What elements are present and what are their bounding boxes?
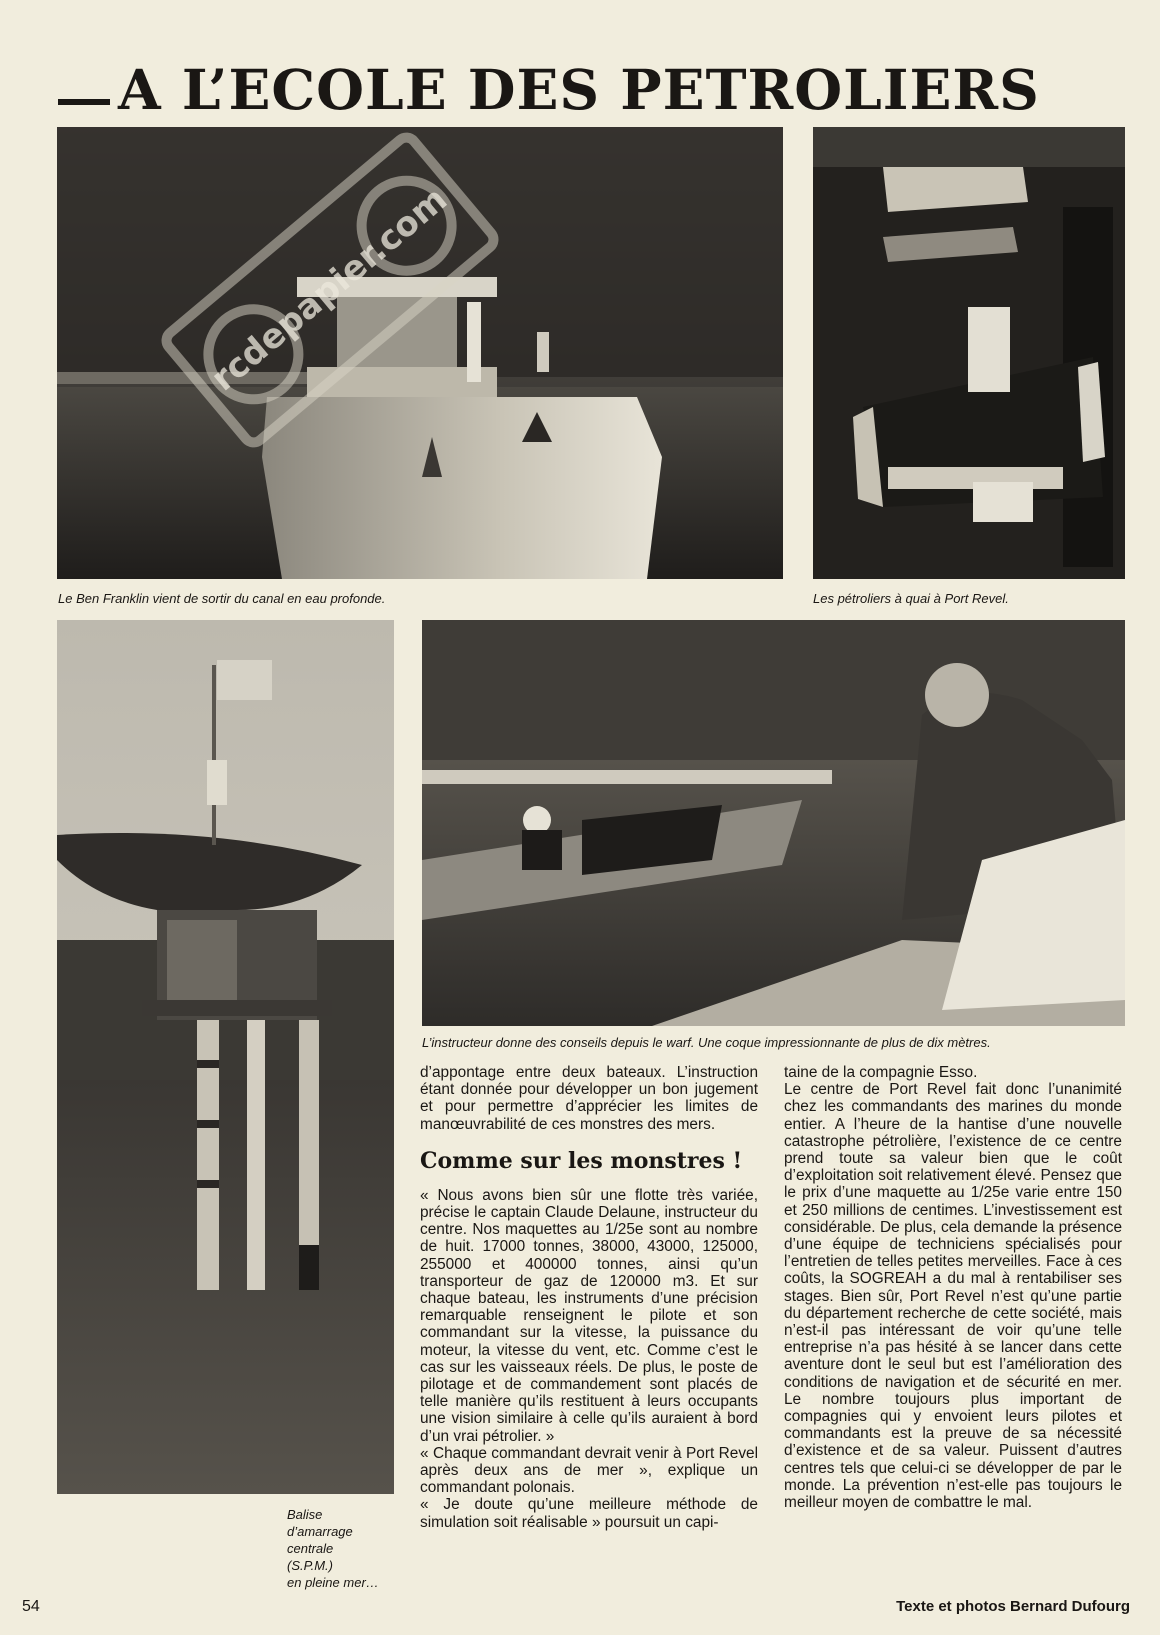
caption-ben-franklin: Le Ben Franklin vient de sortir du canal en eau profonde. — [58, 591, 386, 606]
caption-balise-spm — [287, 1506, 379, 1591]
caption-balise-line-2: d’amarrage — [287, 1524, 353, 1539]
paragraph-esso: taine de la compagnie Esso. — [784, 1064, 978, 1081]
watermark-stamp — [140, 100, 520, 480]
photo-petroliers-quai — [813, 127, 1125, 579]
title-dash — [58, 99, 110, 105]
paragraph-commandant-polonais: « Chaque commandant devrait venir à Port Revel après deux ans de mer », explique un commandant polonais. — [420, 1444, 758, 1497]
photo-instructeur — [422, 620, 1125, 1026]
caption-instructeur: L’instructeur donne des conseils depuis le warf. Une coque impressionnante de plus de dix mètres. — [422, 1035, 991, 1050]
paragraph-port-revel: Le centre de Port Revel fait donc l’unanimité chez les commandants des marines du monde entier. A l’heure de la hantise d’une nouvelle catastrophe pétrolière, l’existence de ce centre prend toute sa valeur bien que le coût d’exploitation soit relativement élevé. Pensez que le prix d’une maquette au 1/25e varie entre 150 et 250 millions de centimes. L’investissement est considérable. De plus, cela demande la présence d’une équipe de techniciens spécialisés pour l’entretien de telles petites merveilles. Face à ces coûts, la SOGREAH a du mal à rentabiliser ses stages. Bien sûr, Port Revel n’est qu’une partie du département recherche de cette société, mais n’est-il pas intéressant de voir qu’une telle entreprise n’a pas hésité à se lancer dans cette aventure dont le seul but est l’amélioration des conditions de navigation et de sécurité en mer. Le nombre toujours plus important de compagnies qui y envoient leurs pilotes et commandants est la preuve de sa nécessité d’existence et de sa valeur. Puissent d’autres centres tels que celui-ci se développer de par le monde. La prévention n’est-elle pas toujours le meilleur moyen de combattre le mal. — [784, 1081, 1122, 1512]
page-number: 54 — [22, 1598, 40, 1615]
paragraph-appontage: d’appontage entre deux bateaux. L’instruction étant donnée pour développer un bon jugement et pour permettre d’apprécier les limites de manœuvrabilité de ces monstres des mers. — [420, 1064, 758, 1133]
caption-petroliers-quai: Les pétroliers à quai à Port Revel. — [813, 591, 1009, 606]
column-middle — [420, 1064, 758, 1531]
paragraph-flotte: « Nous avons bien sûr une flotte très variée, précise le captain Claude Delaune, instructeur du centre. Nos maquettes au 1/25e sont au nombre de huit. 17000 tonnes, 38000, 43000, 125000, 255000 et 400000 tonnes, ainsi qu’un transporteur de gaz de 120000 m3. Et sur chaque bateau, les instruments d’une précision remarquable renseignent le pilote et son commandant sur la vitesse, la puissance du moteur, la vitesse du vent, etc. Comme c’est le cas sur les vaisseaux réels. De plus, le poste de pilotage et de commandement sont placés de telle manière qu’ils restituent à leurs occupants une vision similaire à celle qu’ils auraient à bord d’un vrai pétrolier. » — [420, 1186, 758, 1445]
watermark-text: rcdepapier.com — [203, 179, 455, 400]
caption-balise-line-4: (S.P.M.) — [287, 1558, 333, 1573]
caption-balise-line-3: centrale — [287, 1541, 334, 1556]
article-credit: Texte et photos Bernard Dufourg — [896, 1598, 1130, 1615]
paragraph-simulation: « Je doute qu’une meilleure méthode de simulation soit réalisable » poursuit un capi- — [420, 1496, 758, 1531]
column-right — [784, 1064, 1122, 1511]
article-title: A L’ECOLE DES PETROLIERS — [118, 57, 1040, 122]
caption-balise-line-1: Balise — [287, 1507, 323, 1522]
photo-balise-spm — [57, 620, 394, 1494]
caption-balise-line-5: en pleine mer… — [287, 1575, 379, 1590]
subheading-monstres: Comme sur les monstres ! — [420, 1147, 743, 1174]
